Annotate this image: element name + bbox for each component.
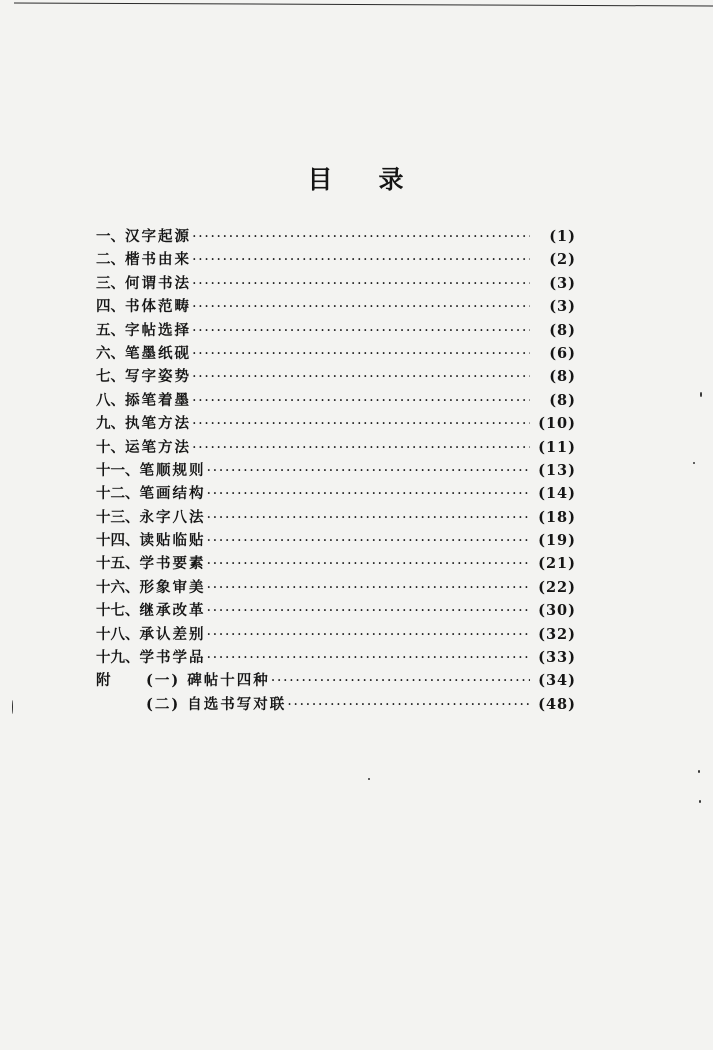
dot-leader <box>192 416 530 432</box>
toc-entry <box>96 506 576 529</box>
entry-title: 承认差别 <box>139 625 206 643</box>
entry-page: (8) <box>549 391 576 409</box>
toc-entry <box>96 646 576 669</box>
dot-leader <box>192 299 530 315</box>
entry-number: 十五、 <box>96 555 140 573</box>
appendix-entry <box>96 669 576 692</box>
entry-title: 楷书由来 <box>125 251 191 269</box>
entry-number: 十一、 <box>96 461 140 479</box>
scan-speck <box>699 800 701 803</box>
entry-title: 形象审美 <box>139 578 206 596</box>
toc-entry <box>96 295 576 318</box>
entry-number: 一、 <box>96 228 125 245</box>
entry-number: 十二、 <box>96 485 140 503</box>
table-of-contents <box>96 225 576 716</box>
title-char-1: 目 <box>307 165 335 194</box>
entry-number: 二、 <box>96 251 125 269</box>
dot-leader <box>287 697 530 713</box>
entry-page: (48) <box>538 695 576 713</box>
entry-title: 学书学品 <box>139 649 206 667</box>
appendix-heading: 附 <box>96 672 111 690</box>
entry-title: 何谓书法 <box>125 274 191 292</box>
entry-number: 六、 <box>96 344 125 362</box>
toc-entry <box>96 412 576 435</box>
dot-leader <box>207 556 531 572</box>
scan-speck <box>693 462 695 464</box>
dot-leader <box>207 627 531 643</box>
entry-number: 十七、 <box>96 602 140 620</box>
scan-speck <box>698 770 700 773</box>
entry-number: 三、 <box>96 274 125 292</box>
toc-entry <box>96 248 576 271</box>
entry-page: (22) <box>538 578 576 596</box>
dot-leader <box>192 346 530 362</box>
scan-speck <box>12 700 13 714</box>
entry-title: 掭笔着墨 <box>125 391 191 409</box>
entry-title: 汉字起源 <box>125 228 191 245</box>
title-char-2: 录 <box>378 165 406 194</box>
entry-page: (14) <box>538 485 576 503</box>
toc-entry <box>96 576 576 599</box>
dot-leader <box>207 510 531 526</box>
dot-leader <box>192 393 530 409</box>
entry-number: 八、 <box>96 391 125 409</box>
toc-entry <box>96 552 576 575</box>
dot-leader <box>207 580 531 596</box>
dot-leader <box>271 673 530 689</box>
entry-number: 四、 <box>96 298 125 316</box>
toc-entry <box>96 365 576 388</box>
scan-speck <box>700 392 702 397</box>
dot-leader <box>207 486 531 502</box>
entry-number: 十、 <box>96 438 125 456</box>
dot-leader <box>207 650 531 666</box>
dot-leader <box>192 369 530 385</box>
toc-entry <box>96 389 576 412</box>
toc-entry <box>96 599 576 622</box>
entry-page: (10) <box>538 415 576 433</box>
scan-speck <box>368 778 370 780</box>
entry-page: (19) <box>538 532 576 550</box>
entry-title: 笔墨纸砚 <box>125 344 191 362</box>
entry-title: 读贴临贴 <box>139 532 206 550</box>
entry-number: 七、 <box>96 368 125 386</box>
entry-number: 九、 <box>96 415 125 433</box>
toc-entry <box>96 459 576 482</box>
entry-title: 字帖选择 <box>125 321 191 339</box>
dot-leader <box>207 463 531 479</box>
dot-leader <box>192 276 530 292</box>
entry-number: 十三、 <box>96 508 140 526</box>
toc-entry <box>96 319 576 342</box>
appendix-entry <box>96 693 576 716</box>
entry-page: (3) <box>549 298 576 316</box>
page-edge-line <box>14 2 713 6</box>
entry-page: (33) <box>538 649 576 667</box>
toc-entry <box>96 482 576 505</box>
toc-entry <box>96 529 576 552</box>
entry-title: (一) 碑帖十四种 <box>146 672 270 690</box>
dot-leader <box>207 603 531 619</box>
toc-entry <box>96 436 576 459</box>
dot-leader <box>207 533 531 549</box>
entry-title: 书体范畴 <box>125 298 191 316</box>
toc-entry <box>96 623 576 646</box>
toc-entry <box>96 272 576 295</box>
toc-entry <box>96 342 576 365</box>
entry-page: (3) <box>549 274 576 292</box>
entry-number: 十八、 <box>96 625 140 643</box>
entry-page: (30) <box>538 602 576 620</box>
dot-leader <box>192 440 530 456</box>
toc-entry <box>96 225 576 248</box>
entry-title: 写字姿势 <box>125 368 191 386</box>
entry-number: 十六、 <box>96 578 140 596</box>
entry-page: (2) <box>549 251 576 269</box>
entry-page: (32) <box>538 625 576 643</box>
page-title <box>0 160 713 196</box>
dot-leader <box>192 323 530 339</box>
entry-page: (6) <box>549 344 576 362</box>
entry-page: (8) <box>549 321 576 339</box>
entry-page: (11) <box>538 438 576 456</box>
entry-page: (1) <box>549 228 576 245</box>
entry-title: 执笔方法 <box>125 415 191 433</box>
entry-page: (21) <box>538 555 576 573</box>
entry-number: 十四、 <box>96 532 140 550</box>
entry-title: 运笔方法 <box>125 438 191 456</box>
entry-page: (8) <box>549 368 576 386</box>
entry-title: 笔画结构 <box>139 485 206 503</box>
entry-title: (二) 自选书写对联 <box>146 695 287 713</box>
entry-title: 永字八法 <box>139 508 206 526</box>
entry-page: (18) <box>538 508 576 526</box>
entry-title: 笔顺规则 <box>139 461 206 479</box>
entry-page: (13) <box>538 461 576 479</box>
entry-title: 继承改革 <box>139 602 206 620</box>
dot-leader <box>192 229 530 245</box>
entry-number: 十九、 <box>96 649 140 667</box>
entry-number: 五、 <box>96 321 125 339</box>
dot-leader <box>192 252 530 268</box>
entry-title: 学书要素 <box>139 555 206 573</box>
entry-page: (34) <box>538 672 576 690</box>
